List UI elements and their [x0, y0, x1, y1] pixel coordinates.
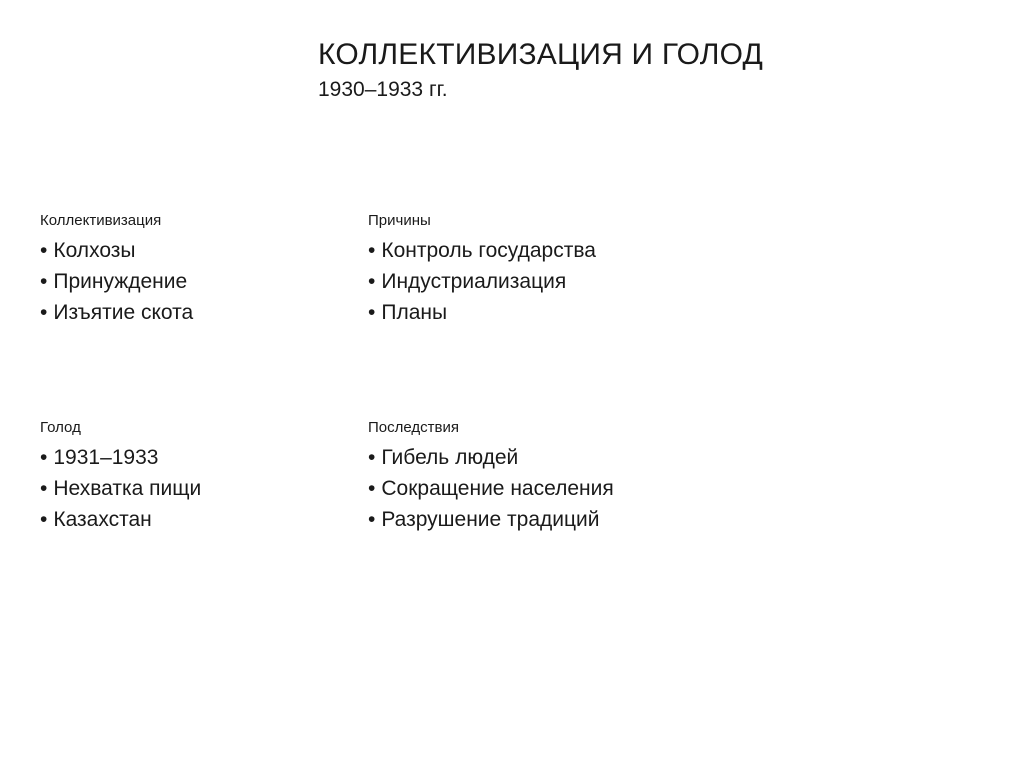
bullet-icon: • [368, 239, 376, 262]
list-item-text: Казахстан [53, 508, 152, 531]
list-item [368, 235, 688, 266]
list-item [40, 473, 360, 504]
list-item-text: Индустриализация [381, 270, 567, 293]
bullet-list [40, 442, 360, 535]
list-item-text: 1931–1933 [53, 446, 159, 469]
section-heading: Последствия [368, 419, 459, 436]
bullet-icon: • [368, 270, 376, 293]
list-item-text: Гибель людей [381, 446, 519, 469]
bullet-icon: • [368, 477, 376, 500]
list-item [368, 504, 688, 535]
list-item [40, 504, 360, 535]
list-item-text: Сокращение населения [381, 477, 614, 500]
bullet-list [368, 442, 688, 535]
section-heading: Причины [368, 212, 431, 229]
list-item [368, 297, 688, 328]
list-item-text: Планы [381, 301, 448, 324]
slide-subtitle: 1930–1933 гг. [318, 78, 448, 101]
bullet-list [368, 235, 688, 328]
list-item [40, 442, 360, 473]
bullet-icon: • [368, 508, 376, 531]
list-item-text: Нехватка пищи [53, 477, 202, 500]
list-item-text: Контроль государства [381, 239, 596, 262]
section-causes [368, 210, 688, 328]
bullet-list [40, 235, 360, 328]
bullet-icon: • [40, 301, 48, 324]
slide-title: КОЛЛЕКТИВИЗАЦИЯ И ГОЛОД [318, 38, 764, 71]
bullet-icon: • [40, 446, 48, 469]
list-item [368, 442, 688, 473]
list-item [368, 473, 688, 504]
list-item-text: Принуждение [53, 270, 188, 293]
list-item-text: Колхозы [53, 239, 136, 262]
section-heading: Голод [40, 419, 81, 436]
list-item-text: Разрушение традиций [381, 508, 600, 531]
list-item [40, 297, 360, 328]
bullet-icon: • [40, 477, 48, 500]
list-item [40, 266, 360, 297]
list-item [368, 266, 688, 297]
list-item-text: Изъятие скота [53, 301, 194, 324]
section-famine [40, 417, 360, 535]
bullet-icon: • [368, 301, 376, 324]
section-heading: Коллективизация [40, 212, 162, 229]
section-consequences [368, 417, 688, 535]
bullet-icon: • [40, 508, 48, 531]
bullet-icon: • [40, 270, 48, 293]
title-block [318, 36, 763, 104]
list-item [40, 235, 360, 266]
bullet-icon: • [368, 446, 376, 469]
bullet-icon: • [40, 239, 48, 262]
section-collectivization [40, 210, 360, 328]
